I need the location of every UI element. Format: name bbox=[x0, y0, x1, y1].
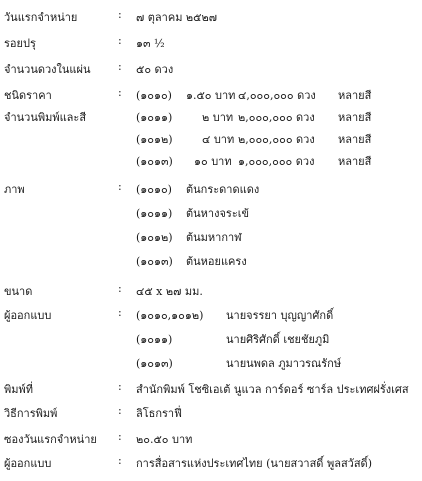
image-code: (๑๐๑๐) bbox=[136, 183, 172, 196]
designer-code: (๑๐๑๓) bbox=[136, 357, 173, 370]
colon: : bbox=[118, 8, 122, 21]
row-designer-1013 bbox=[0, 354, 422, 374]
field-label: จำนวนพิมพ์และสี bbox=[4, 111, 87, 124]
row-stamps-per-sheet bbox=[0, 60, 422, 80]
stamp-price: ๔ บาท bbox=[202, 133, 235, 146]
row-printing-method bbox=[0, 404, 422, 424]
row-cover-designer bbox=[0, 454, 422, 474]
row-first-day bbox=[0, 8, 422, 28]
stamp-color: หลายสี bbox=[338, 111, 372, 124]
row-image-1013 bbox=[0, 252, 422, 272]
field-label: ซองวันแรกจำหน่าย bbox=[4, 433, 97, 446]
image-name: ต้นกระดาดแดง bbox=[186, 183, 260, 196]
row-print-quantity bbox=[0, 108, 422, 128]
stamp-code: (๑๐๑๓) bbox=[136, 155, 173, 168]
row-designers bbox=[0, 306, 422, 326]
stamp-code: (๑๐๑๒) bbox=[136, 133, 173, 146]
image-name: ต้นมหากาฬ bbox=[186, 231, 242, 244]
stamp-color: หลายสี bbox=[338, 133, 372, 146]
row-stamp-1013 bbox=[0, 152, 422, 172]
row-image-1012 bbox=[0, 228, 422, 248]
image-name: ต้นหางจระเข้ bbox=[186, 207, 250, 220]
field-value: การสื่อสารแห่งประเทศไทย (นายสวาสดิ์ พูลสวัสดิ์) bbox=[136, 457, 372, 470]
colon: : bbox=[118, 380, 122, 393]
field-label: ผู้ออกแบบ bbox=[4, 309, 52, 322]
field-label: ชนิดราคา bbox=[4, 89, 52, 102]
row-designer-1011 bbox=[0, 330, 422, 350]
designer-name: นายศิริศักดิ์ เชยชัยภูมิ bbox=[226, 333, 330, 346]
colon: : bbox=[118, 86, 122, 99]
stamp-quantity: ๒,๐๐๐,๐๐๐ ดวง bbox=[238, 133, 315, 146]
field-value: ลิโธกราฟี่ bbox=[136, 407, 182, 420]
designer-code: (๑๐๑๐,๑๐๑๒) bbox=[136, 309, 204, 322]
field-label: ขนาด bbox=[4, 285, 33, 298]
field-label: พิมพ์ที่ bbox=[4, 383, 34, 396]
colon: : bbox=[118, 306, 122, 319]
colon: : bbox=[118, 404, 122, 417]
stamp-price: ๑๐ บาท bbox=[194, 155, 232, 168]
field-label: ภาพ bbox=[4, 183, 25, 196]
row-image-1011 bbox=[0, 204, 422, 224]
row-stamp-1012 bbox=[0, 130, 422, 150]
stamp-color: หลายสี bbox=[338, 89, 372, 102]
stamp-price: ๑.๕๐ บาท bbox=[186, 89, 236, 102]
field-label: ผู้ออกแบบ bbox=[4, 457, 52, 470]
row-first-day-cover bbox=[0, 430, 422, 450]
stamp-price: ๒ บาท bbox=[202, 111, 234, 124]
designer-name: นายจรรยา บุญญาศักดิ์ bbox=[226, 309, 334, 322]
stamp-quantity: ๔,๐๐๐,๐๐๐ ดวง bbox=[238, 89, 316, 102]
field-label: รอยปรุ bbox=[4, 37, 36, 50]
row-printer bbox=[0, 380, 422, 400]
field-value: ๑๓ ½ bbox=[136, 37, 165, 50]
image-name: ต้นหอยแครง bbox=[186, 255, 247, 268]
field-label: วันแรกจำหน่าย bbox=[4, 11, 78, 24]
designer-name: นายนพดล ภูมาวรณรักษ์ bbox=[226, 357, 342, 370]
stamp-code: (๑๐๑๐) bbox=[136, 89, 172, 102]
image-code: (๑๐๑๒) bbox=[136, 231, 173, 244]
field-value: ๔๕ x ๒๗ มม. bbox=[136, 285, 203, 298]
colon: : bbox=[118, 282, 122, 295]
stamp-color: หลายสี bbox=[338, 155, 372, 168]
image-code: (๑๐๑๑) bbox=[136, 207, 173, 220]
field-value: ๕๐ ดวง bbox=[136, 63, 174, 76]
image-code: (๑๐๑๓) bbox=[136, 255, 173, 268]
colon: : bbox=[118, 454, 122, 467]
field-value: สำนักพิมพ์ โชซิเอเต้ นูแวล การ์ดอร์ ซาร์ล ประเทศฝรั่งเศส bbox=[136, 383, 409, 396]
field-label: จำนวนดวงในแผ่น bbox=[4, 63, 91, 76]
stamp-quantity: ๑,๐๐๐,๐๐๐ ดวง bbox=[238, 155, 315, 168]
designer-code: (๑๐๑๑) bbox=[136, 333, 173, 346]
row-images bbox=[0, 180, 422, 200]
field-label: วิธีการพิมพ์ bbox=[4, 407, 58, 420]
row-perforation bbox=[0, 34, 422, 54]
row-denomination bbox=[0, 86, 422, 106]
colon: : bbox=[118, 430, 122, 443]
colon: : bbox=[118, 180, 122, 193]
stamp-code: (๑๐๑๑) bbox=[136, 111, 173, 124]
field-value: ๒๐.๕๐ บาท bbox=[136, 433, 193, 446]
stamp-quantity: ๒,๐๐๐,๐๐๐ ดวง bbox=[238, 111, 315, 124]
colon: : bbox=[118, 60, 122, 73]
colon: : bbox=[118, 34, 122, 47]
field-value: ๗ ตุลาคม ๒๕๒๗ bbox=[136, 11, 218, 24]
row-size bbox=[0, 282, 422, 302]
